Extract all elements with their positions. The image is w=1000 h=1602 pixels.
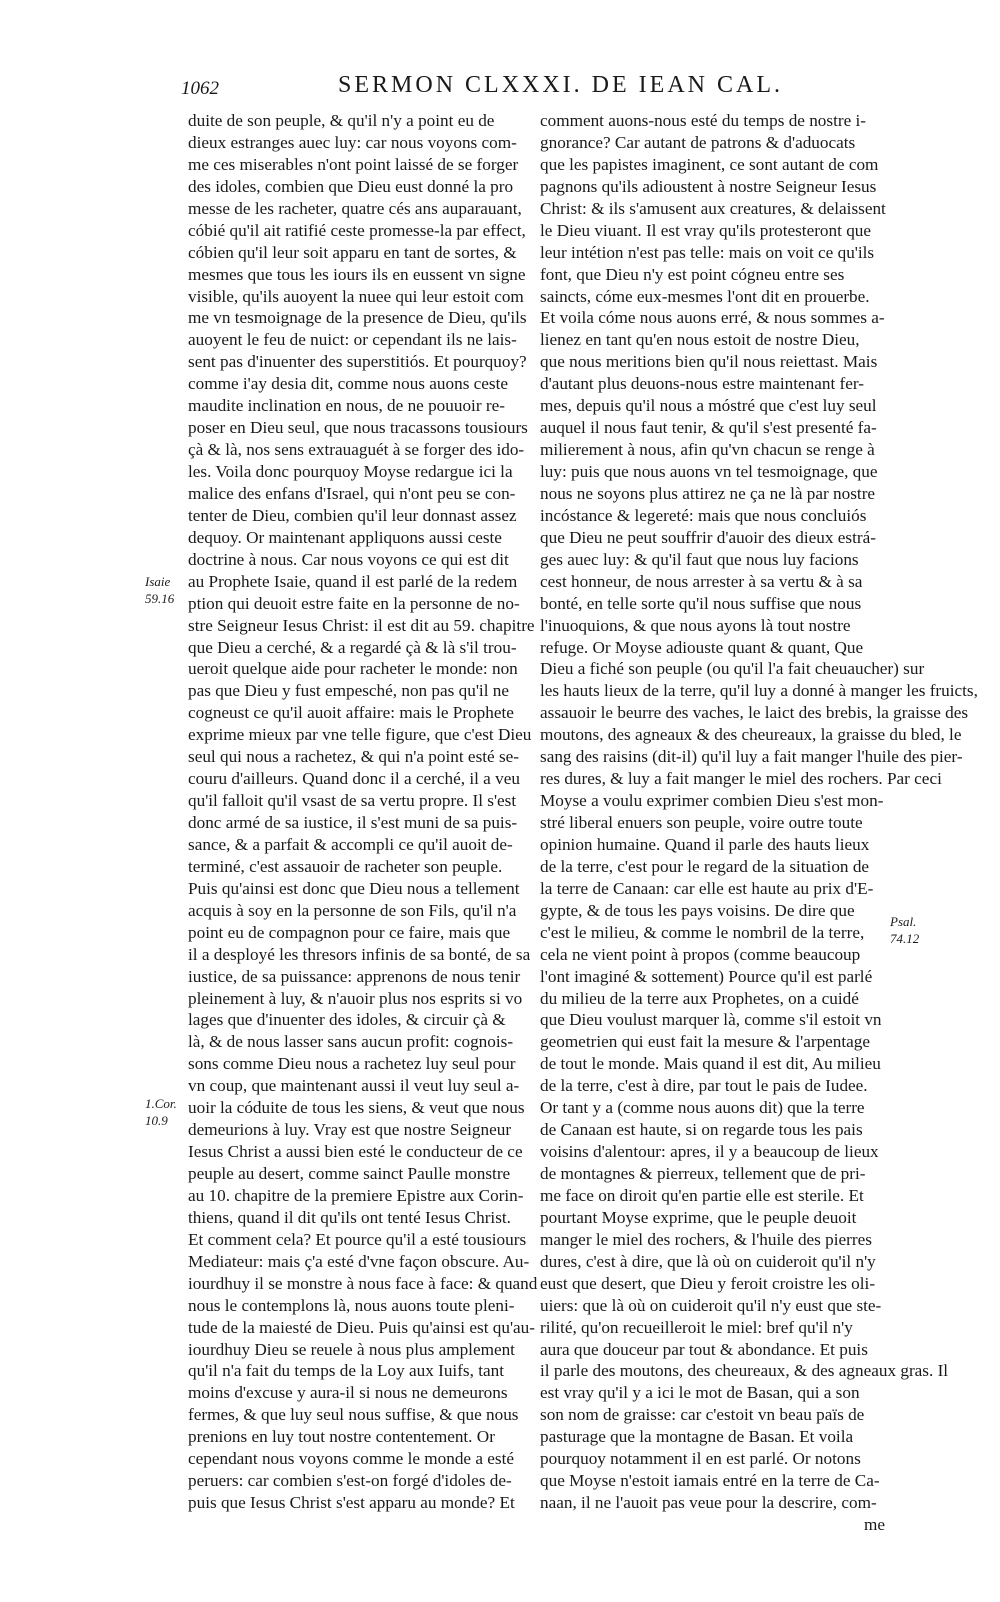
text-line: du milieu de la terre aux Prophetes, on a cuidé	[540, 988, 859, 1008]
text-line: cogneust ce qu'il auoit affaire: mais le Prophete	[188, 703, 514, 723]
marginal-note-line: 1.Cor.	[145, 1096, 177, 1111]
text-line: dures, c'est à dire, que là où on cuideroit qu'il n'y	[540, 1251, 876, 1271]
text-line: cela ne vient point à propos (comme beaucoup	[540, 944, 861, 964]
text-line: Et voila cóme nous auons erré, & nous sommes a-	[540, 308, 885, 328]
text-line: manger le miel des rochers, & l'huile des pierres	[540, 1229, 872, 1249]
text-line: milierement à nous, afin qu'vn chacun se renge à	[540, 440, 875, 460]
text-line: son nom de graisse: car c'estoit vn beau païs de	[540, 1405, 865, 1425]
text-line: visible, qu'ils auoyent la nuee qui leur estoit com	[188, 286, 524, 306]
text-line: exprime mieux par vne telle figure, que c'est Dieu	[188, 725, 532, 745]
text-line: comment auons-nous esté du temps de nostre i-	[540, 111, 867, 130]
text-line: rilité, qu'on recueilleroit le miel: bref qu'il n'y	[540, 1317, 853, 1337]
text-line: ges auec luy: & qu'il faut que nous luy facions	[540, 549, 859, 569]
text-line: prenions en luy tout nostre contentement. Or	[188, 1427, 495, 1447]
text-line: çà & là, nos sens extrauaguét à se forger des ido-	[188, 440, 525, 460]
text-line: de Canaan est haute, si on regarde tous les pais	[540, 1120, 863, 1140]
text-line: c'est le milieu, & comme le nombril de la terre,	[540, 922, 865, 942]
text-line: les. Voila donc pourquoy Moyse redargue ici la	[188, 462, 513, 481]
text-line: moutons, des agneaux & des cheureaux, la graisse du bled, le	[540, 725, 962, 745]
text-line: pasturage que la montagne de Basan. Et voila	[540, 1427, 854, 1447]
text-line: Mediateur: mais ç'a esté d'vne façon obscure. Au-	[188, 1251, 530, 1271]
text-line: me ces miserables n'ont point laissé de se forger	[188, 154, 519, 174]
text-line: iourdhuy il se monstre à nous face à face: & quand	[188, 1273, 538, 1293]
text-line: le Dieu viuant. Il est vray qu'ils protesteront que	[540, 220, 872, 240]
text-line: Dieu a fiché son peuple (ou qu'il l'a fait cheuaucher) sur	[540, 659, 925, 679]
text-line: peuple au desert, comme sainct Paulle monstre	[188, 1164, 511, 1183]
text-line: couru d'ailleurs. Quand donc il a cerché, il a veu	[188, 769, 520, 789]
text-line: l'ont imaginé & sottement) Pource qu'il est parlé	[540, 966, 873, 986]
text-line: assauoir le beurre des vaches, le laict des brebis, la graisse des	[540, 703, 969, 723]
text-line: que nous meritions bien qu'il nous reiettast. Mais	[540, 352, 878, 372]
text-line: pourtant Moyse exprime, que le peuple deuoit	[540, 1207, 857, 1227]
text-line: doctrine à nous. Car nous voyons ce qui est dit	[188, 549, 509, 569]
text-line: geometrien qui eust fait la mesure & l'arpentage	[540, 1032, 871, 1052]
text-line: d'autant plus deuons-nous estre maintenant fer-	[540, 374, 864, 394]
text-line: bonté, en telle sorte qu'il nous suffise que nous	[540, 593, 862, 613]
text-line: refuge. Or Moyse adiouste quant & quant, Que	[540, 637, 864, 657]
text-line: Et comment cela? Et pource qu'il a esté tousiours	[188, 1229, 527, 1249]
text-line: de tout le monde. Mais quand il est dit, Au milieu	[540, 1054, 881, 1074]
text-line: poser en Dieu seul, que nous tracassons tousiours	[188, 418, 528, 438]
text-line: comme i'ay desia dit, comme nous auons ceste	[188, 374, 509, 394]
page-number: 1062	[181, 78, 219, 99]
text-line: stre Seigneur Iesus Christ: il est dit au 59. chapitre	[188, 615, 535, 635]
text-line: l'inuoquions, & que nous ayons là tout nostre	[540, 615, 851, 635]
text-line: qu'il n'a fait du temps de la Loy aux Iuifs, tant	[188, 1361, 504, 1381]
text-line: lages que d'inuenter des idoles, & circuir çà &	[188, 1010, 506, 1030]
text-line: dequoy. Or maintenant appliquons aussi ceste	[188, 527, 502, 547]
text-line: moins d'excuse y aura-il si nous ne demeurons	[188, 1383, 508, 1403]
text-line: au 10. chapitre de la premiere Epistre aux Corin-	[188, 1185, 524, 1205]
text-line: messe de les racheter, quatre cés ans auparauant,	[188, 198, 522, 218]
text-line: cest honneur, de nous arrester à sa vertu & à sa	[540, 571, 863, 591]
text-line: pas que Dieu y fust empesché, non pas qu'il ne	[188, 681, 509, 701]
text-line: sent pas d'inuenter des superstitiós. Et pourquoy?	[188, 352, 527, 372]
text-line: uiers: que là où on cuideroit qu'il n'y eust que ste-	[540, 1295, 882, 1315]
text-line: res dures, & luy a fait manger le miel des rochers. Par ceci	[540, 769, 942, 789]
text-line: auquel il nous faut tenir, & qu'il s'est presenté fa-	[540, 418, 877, 438]
text-line: il a desployé les thresors infinis de sa bonté, de sa	[188, 944, 531, 964]
text-line: eust que desert, que Dieu y feroit croistre les oli-	[540, 1273, 876, 1293]
marginal-note-line: Isaie	[145, 574, 171, 589]
text-line: fermes, & que luy seul nous suffise, & que nous	[188, 1405, 519, 1425]
text-line: cependant nous voyons comme le monde a esté	[188, 1449, 514, 1469]
marginal-note-line: Psal.	[890, 914, 917, 929]
text-line: ueroit quelque aide pour racheter le monde: non	[188, 659, 518, 679]
text-line: nous ne soyons plus attirez ne ça ne là par nostre	[540, 483, 876, 503]
text-line: que Dieu ne peut souffrir d'auoir des dieux estrá-	[540, 527, 876, 547]
text-line: là, & de nous lasser sans aucun profit: cognois-	[188, 1032, 514, 1052]
text-line: qu'il falloit qu'il vsast de sa vertu propre. Il s'est	[188, 791, 517, 811]
text-line: que Dieu voulust marquer là, comme s'il estoit vn	[540, 1010, 882, 1030]
text-line: Puis qu'ainsi est donc que Dieu nous a tellement	[188, 878, 520, 898]
text-line: tude de la maiesté de Dieu. Puis qu'ainsi est qu'au-	[188, 1317, 535, 1337]
text-line: sance, & a parfait & accompli ce qu'il auoit de-	[188, 834, 513, 854]
text-line: seul qui nous a rachetez, & qui n'a point esté se-	[188, 747, 519, 767]
text-line: acquis à soy en la personne de son Fils, qu'il n'a	[188, 900, 517, 920]
text-line: Christ: & ils s'amusent aux creatures, & delaissent	[540, 198, 886, 218]
marginal-note-line: 74.12	[890, 931, 920, 946]
text-line: que les papistes imaginent, ce sont autant de com	[540, 154, 879, 174]
text-line: luy: puis que nous auons vn tel tesmoignage, que	[540, 462, 878, 481]
text-line: voisins d'alentour: apres, il y a beaucoup de lieux	[540, 1142, 879, 1162]
marginal-note-line: 59.16	[145, 591, 175, 606]
text-line: sang des raisins (dit-il) qu'il luy a fait manger l'huile des pier-	[540, 747, 963, 767]
text-line: mes, depuis qu'il nous a móstré que c'est luy seul	[540, 396, 877, 416]
text-line: de montagnes & pierreux, tellement que de pri-	[540, 1164, 866, 1183]
text-line: pleinement à luy, & n'auoir plus nos esprits si vo	[188, 988, 523, 1008]
text-line: duite de son peuple, & qu'il n'y a point eu de	[188, 111, 495, 130]
left-column	[188, 110, 538, 1514]
text-line: puis que Iesus Christ s'est apparu au monde? Et	[188, 1493, 515, 1513]
text-line: peruers: car combien s'est-on forgé d'idoles de-	[188, 1471, 512, 1491]
text-line: font, que Dieu n'y est point cógneu entre ses	[540, 264, 845, 284]
running-header: SERMON CLXXXI. DE IEAN CAL.	[338, 72, 783, 98]
text-line: pagnons qu'ils adioustent à nostre Seigneur Iesus	[540, 176, 877, 196]
text-line: vn coup, que maintenant aussi il veut luy seul a-	[188, 1076, 520, 1096]
text-line: sons comme Dieu nous a rachetez luy seul pour	[188, 1054, 516, 1074]
text-line: uoir la códuite de tous les siens, & veut que nous	[188, 1098, 525, 1118]
text-line: que Dieu a cerché, & a regardé çà & là s'il trou-	[188, 637, 517, 657]
text-line: gypte, & de tous les pays voisins. De dire que	[540, 900, 855, 920]
marginal-note-line: 10.9	[145, 1113, 168, 1128]
text-line: au Prophete Isaie, quand il est parlé de la redem	[188, 571, 518, 591]
text-line: cóbien qu'il leur soit apparu en tant de sortes, &	[188, 242, 517, 262]
text-line: il parle des moutons, des cheureaux, & des agneaux gras. Il	[540, 1361, 949, 1381]
text-line: dieux estranges auec luy: car nous voyons com-	[188, 132, 517, 152]
text-line: leur intétion n'est pas telle: mais on voit ce qu'ils	[540, 242, 875, 262]
text-line: demeurions à luy. Vray est que nostre Seigneur	[188, 1120, 512, 1140]
text-line: nous le contemplons là, nous auons toute pleni-	[188, 1295, 515, 1315]
text-line: naan, il ne l'auoit pas veue pour la descrire, com-	[540, 1493, 877, 1513]
text-line: mesmes que tous les iours ils en eussent vn signe	[188, 264, 526, 284]
text-line: opinion humaine. Quand il parle des hauts lieux	[540, 834, 870, 854]
text-line: auoyent le feu de nuict: or cependant ils ne lais-	[188, 330, 517, 350]
text-line: que Moyse n'estoit iamais entré en la terre de Ca-	[540, 1471, 880, 1491]
text-line: aura que douceur par tout & abondance. Et puis	[540, 1339, 868, 1359]
marginal-note-cor	[145, 1095, 177, 1129]
text-line: point eu de compagnon pour ce faire, mais que	[188, 922, 511, 942]
text-line: Or tant y a (comme nous auons dit) que la terre	[540, 1098, 865, 1118]
text-line: lienez en tant qu'en nous estoit de nostre Dieu,	[540, 330, 860, 350]
text-line: stré liberal enuers son peuple, voire outre toute	[540, 813, 863, 832]
text-line: malice des enfans d'Israel, qui n'ont peu se con-	[188, 483, 516, 503]
text-line: de la terre, c'est à dire, par tout le pais de Iudee.	[540, 1076, 868, 1096]
catchword: me	[864, 1515, 885, 1534]
text-line: incóstance & legereté: mais que nous concluiós	[540, 505, 867, 525]
marginal-note-psal	[890, 913, 919, 947]
text-line: ption qui deuoit estre faite en la personne de no-	[188, 593, 520, 613]
text-line: maudite inclination en nous, de ne pouuoir re-	[188, 396, 505, 416]
text-line: est vray qu'il y a ici le mot de Basan, qui a son	[540, 1383, 860, 1403]
text-line: saincts, cóme eux-mesmes l'ont dit en prouerbe.	[540, 286, 870, 306]
text-line: des idoles, combien que Dieu eust donné la pro	[188, 176, 514, 196]
text-line: tenter de Dieu, combien qu'il leur donnast assez	[188, 505, 517, 525]
marginal-note-isaie	[145, 573, 174, 607]
text-line: me face on diroit qu'en partie elle est sterile. Et	[540, 1185, 864, 1205]
text-line: cóbié qu'il ait ratifié ceste promesse-la par effect,	[188, 220, 526, 240]
text-line: pourquoy notamment il en est parlé. Or notons	[540, 1449, 861, 1469]
text-line: me vn tesmoignage de la presence de Dieu, qu'ils	[188, 308, 527, 328]
text-line: de la terre, c'est pour le regard de la situation de	[540, 856, 870, 876]
text-line: thiens, quand il dit qu'ils ont tenté Iesus Christ.	[188, 1207, 511, 1227]
text-line: terminé, c'est assauoir de racheter son peuple.	[188, 856, 503, 876]
text-line: donc armé de sa iustice, il s'est muni de sa puis-	[188, 813, 518, 832]
text-line: Iesus Christ a aussi bien esté le conducteur de ce	[188, 1142, 523, 1162]
text-line: la terre de Canaan: car elle est haute au prix d'E-	[540, 878, 874, 898]
text-line: les hauts lieux de la terre, qu'il luy a donné à manger les fruicts,	[540, 681, 978, 701]
text-line: iourdhuy Dieu se reuele à nous plus amplement	[188, 1339, 515, 1359]
text-line: gnorance? Car autant de patrons & d'aduocats	[540, 132, 856, 152]
text-line: iustice, de sa puissance: apprenons de nous tenir	[188, 966, 521, 986]
text-line: Moyse a voulu exprimer combien Dieu s'est mon-	[540, 791, 884, 811]
